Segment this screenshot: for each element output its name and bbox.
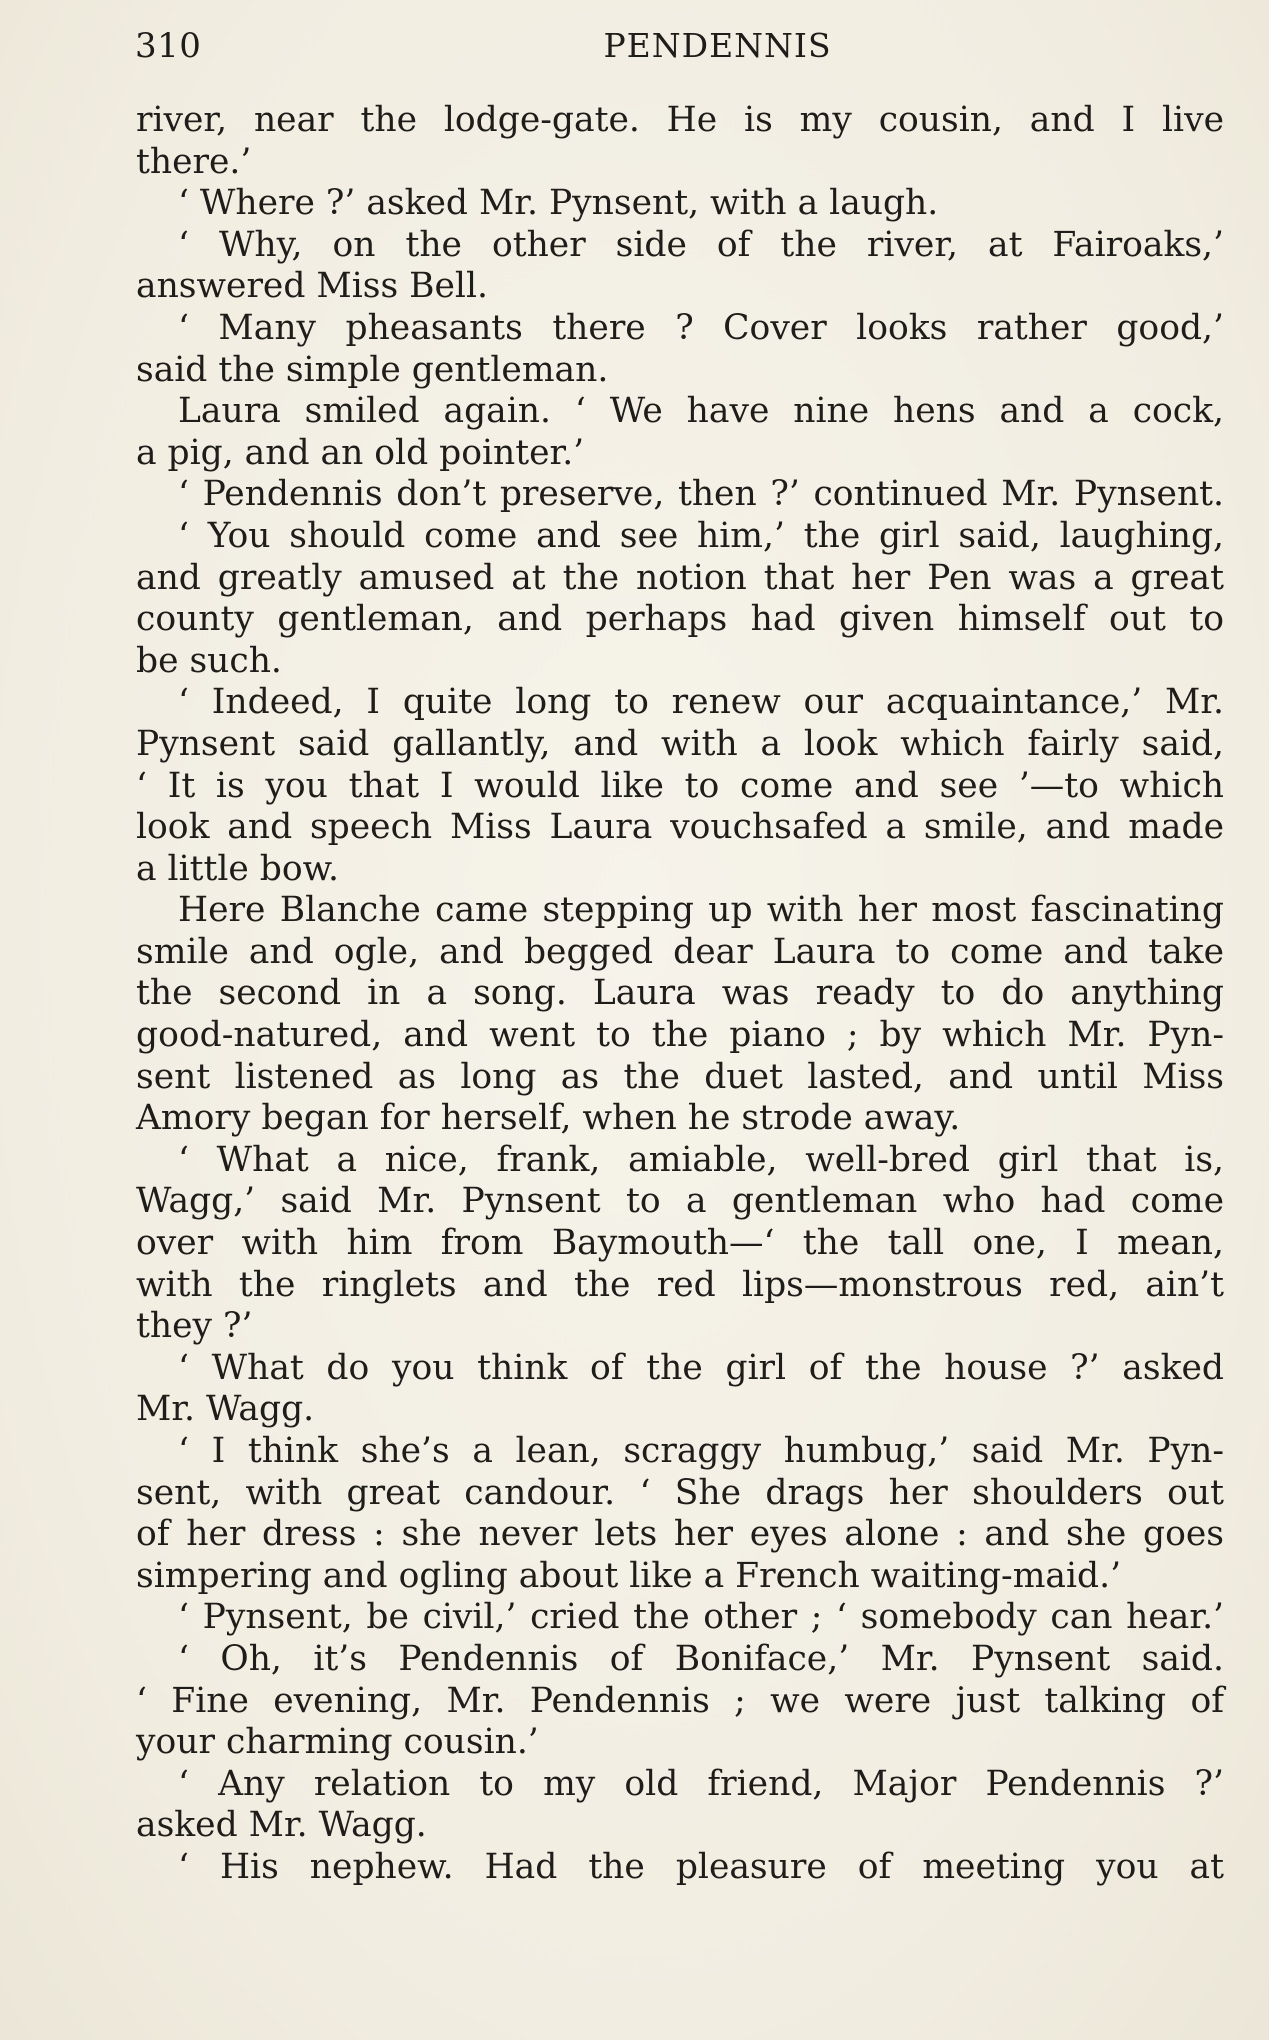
running-head	[135, 26, 1220, 76]
text-line: sent, with great candour. ‘ She drags her shoulders out	[136, 1472, 1224, 1513]
text-line: there.’	[136, 141, 252, 182]
text-line: ‘ Pendennis don’t preserve, then ?’ continued Mr. Pynsent.	[178, 474, 1224, 515]
text-line: asked Mr. Wagg.	[136, 1805, 427, 1846]
text-line: good-natured, and went to the piano ; by which Mr. Pyn-	[136, 1015, 1224, 1056]
text-line: ‘ What a nice, frank, amiable, well-bred girl that is,	[178, 1139, 1224, 1180]
text-line: ‘ Fine evening, Mr. Pendennis ; we were just talking of	[136, 1680, 1224, 1721]
text-line: over with him from Baymouth—‘ the tall one, I mean,	[136, 1223, 1224, 1264]
text-line: simpering and ogling about like a French waiting-maid.’	[136, 1555, 1122, 1596]
page-number: 310	[135, 26, 202, 66]
text-line: Pynsent said gallantly, and with a look which fairly said,	[136, 723, 1224, 764]
text-line: answered Miss Bell.	[136, 266, 488, 307]
text-line: river, near the lodge-gate. He is my cousin, and I live	[136, 100, 1224, 140]
body-text	[136, 100, 1224, 1889]
text-line: Wagg,’ said Mr. Pynsent to a gentleman who had come	[136, 1181, 1224, 1222]
text-line: ‘ It is you that I would like to come and see ’—to which	[136, 765, 1224, 806]
text-line: a little bow.	[136, 848, 340, 889]
text-line: Laura smiled again. ‘ We have nine hens and a cock,	[178, 391, 1224, 432]
text-line: ‘ Many pheasants there ? Cover looks rather good,’	[178, 307, 1224, 348]
text-line: ‘ You should come and see him,’ the girl said, laughing,	[178, 515, 1224, 556]
text-line: ‘ Why, on the other side of the river, at Fairoaks,’	[178, 224, 1224, 265]
text-line: the second in a song. Laura was ready to do anything	[136, 973, 1224, 1014]
text-line: ‘ Any relation to my old friend, Major Pendennis ?’	[178, 1763, 1224, 1804]
text-line: smile and ogle, and begged dear Laura to come and take	[136, 931, 1224, 972]
text-line: sent listened as long as the duet lasted, and until Miss	[136, 1056, 1224, 1097]
text-line: a pig, and an old pointer.’	[136, 432, 585, 473]
text-line: they ?’	[136, 1306, 253, 1347]
text-line: of her dress : she never lets her eyes alone : and she goes	[136, 1514, 1224, 1555]
text-line: and greatly amused at the notion that her Pen was a great	[136, 557, 1224, 598]
text-line: ‘ Indeed, I quite long to renew our acquaintance,’ Mr.	[178, 682, 1224, 723]
text-line: ‘ I think she’s a lean, scraggy humbug,’ said Mr. Pyn-	[178, 1431, 1224, 1471]
text-line: Here Blanche came stepping up with her most fascinating	[178, 890, 1224, 931]
text-line: look and speech Miss Laura vouchsafed a smile, and made	[136, 807, 1224, 848]
text-line: ‘ Pynsent, be civil,’ cried the other ; ‘ somebody can hear.’	[178, 1597, 1224, 1638]
text-line: ‘ Where ?’ asked Mr. Pynsent, with a laugh.	[178, 183, 939, 224]
text-line: Amory began for herself, when he strode away.	[136, 1098, 961, 1139]
text-line: be such.	[136, 640, 282, 681]
text-line: ‘ What do you think of the girl of the house ?’ asked	[178, 1347, 1224, 1388]
text-line: ‘ Oh, it’s Pendennis of Boniface,’ Mr. Pynsent said.	[178, 1638, 1224, 1679]
text-line: county gentleman, and perhaps had given himself out to	[136, 599, 1224, 640]
text-line: your charming cousin.’	[136, 1722, 539, 1763]
text-line: said the simple gentleman.	[136, 349, 609, 390]
text-line: ‘ His nephew. Had the pleasure of meeting you at	[178, 1846, 1224, 1887]
text-line: Mr. Wagg.	[136, 1389, 315, 1430]
running-title: PENDENNIS	[603, 26, 832, 65]
text-line: with the ringlets and the red lips—monstrous red, ain’t	[136, 1264, 1224, 1305]
